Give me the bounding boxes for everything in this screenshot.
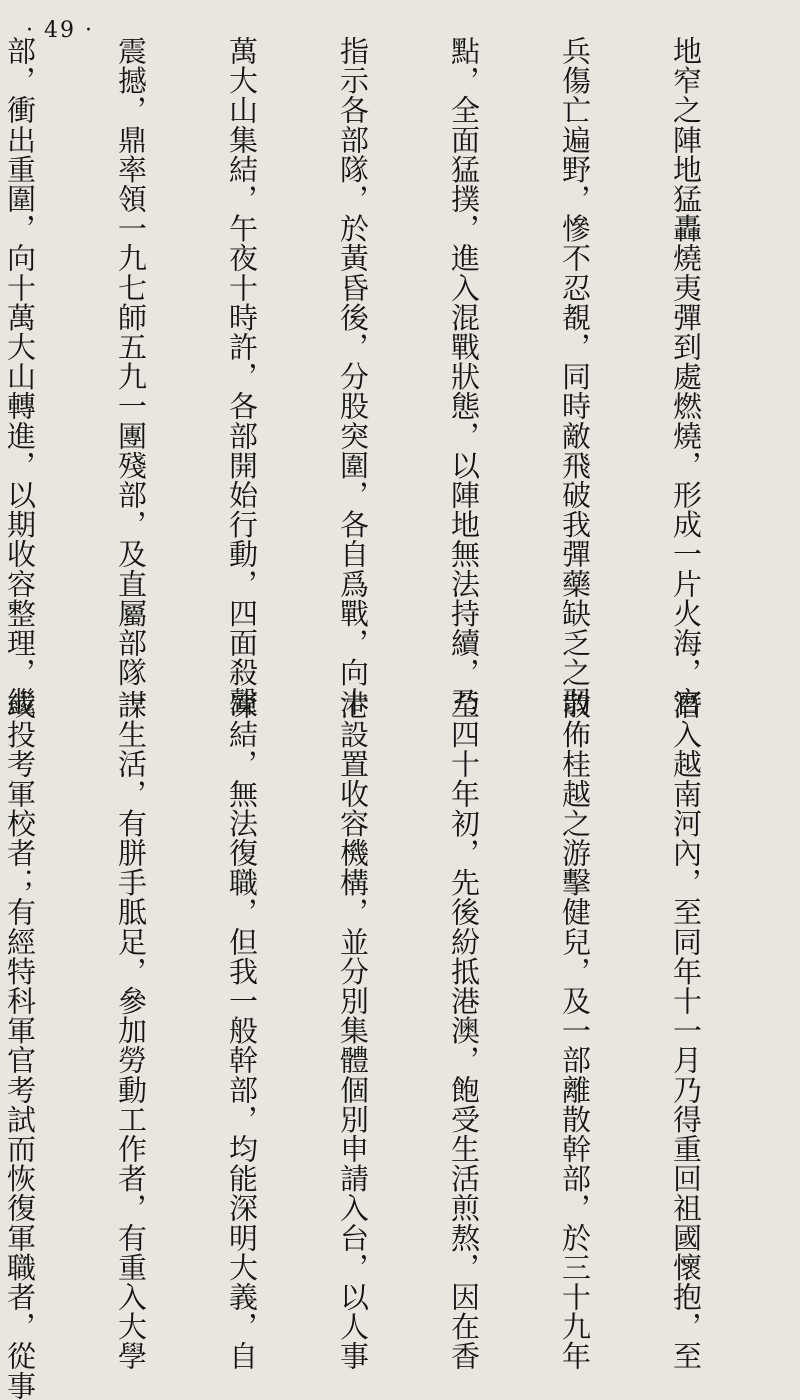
text-column: 潛入越南河內，至同年十一月乃得重回祖國懷抱，至 xyxy=(669,690,703,1371)
text-column: 點，全面猛撲，進入混戰狀態，以陣地無法持續，乃 xyxy=(447,36,481,717)
text-column: 指示各部隊，於黃昏後，分股突圍，各自爲戰，向十 xyxy=(336,36,370,717)
text-column: 至四十年初，先後紛抵港澳，飽受生活煎熬，因在香 xyxy=(447,690,481,1371)
text-column: 謀生活，有胼手胝足，參加勞動工作者，有重入大學 xyxy=(114,690,148,1371)
lower-text-block xyxy=(0,690,778,1400)
text-column: 凍結，無法復職，但我一般幹部，均能深明大義，自 xyxy=(225,690,259,1371)
text-column: 或投考軍校者；有經特科軍官考試而恢復軍職者，從事 xyxy=(3,690,37,1400)
text-column: 萬大山集結，午夜十時許，各部開始行動，四面殺聲 xyxy=(225,36,259,717)
text-column: 散佈桂越之游擊健兒，及一部離散幹部，於三十九年 xyxy=(558,690,592,1371)
text-column: 震撼，鼎率領一九七師五九一團殘部，及直屬部隊一 xyxy=(114,36,148,717)
upper-text-block xyxy=(0,36,778,717)
text-column: 兵傷亡遍野，慘不忍覩，同時敵飛破我彈藥缺乏之弱 xyxy=(558,36,592,717)
text-column: 港設置收容機構，並分別集體個別申請入台，以人事 xyxy=(336,690,370,1371)
text-column: 地窄之陣地猛轟燒夷彈到處燃燒，形成一片火海，官 xyxy=(669,36,703,717)
page-number: · 49 · xyxy=(26,18,94,43)
text-column: 部，衝出重圍，向十萬大山轉進，以期收容整理，繼 xyxy=(3,36,37,717)
